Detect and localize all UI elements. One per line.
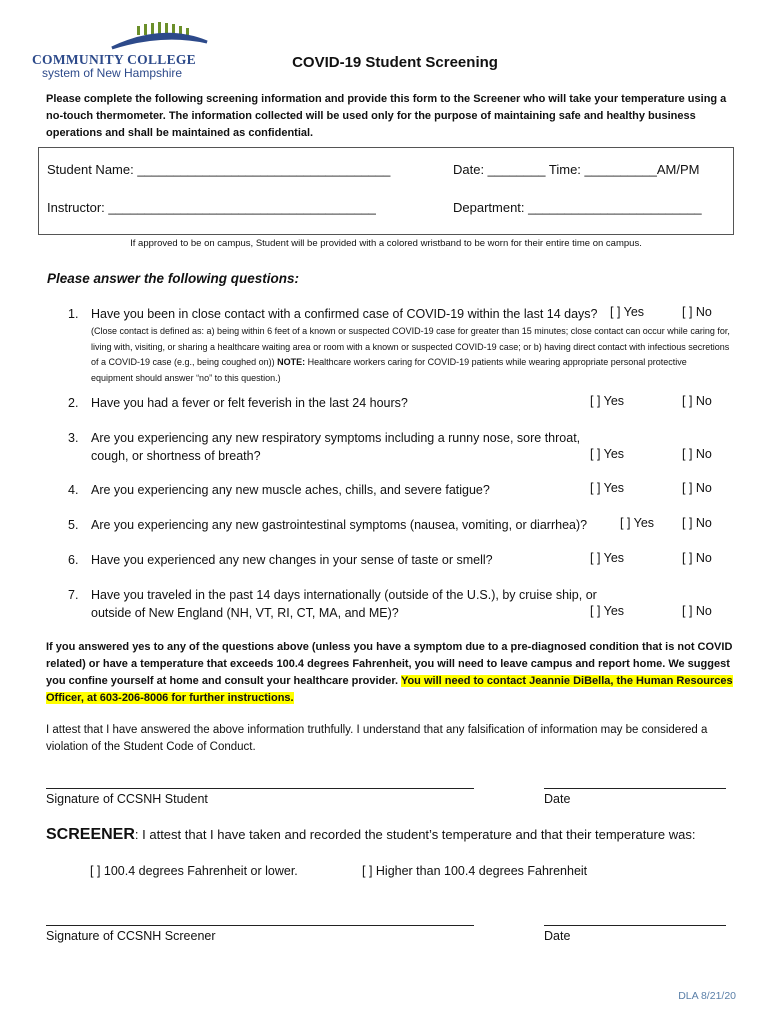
questions-heading: Please answer the following questions: <box>47 271 300 286</box>
question-number: 1. <box>68 307 79 321</box>
question-text: Have you experienced any new changes in your sense of taste or smell? <box>91 553 493 567</box>
q2-yes-checkbox[interactable]: [ ] Yes <box>590 394 625 408</box>
warning-text: If you answered yes to any of the questions above (unless you have a symptom due to a pre-diagnosed condition that is not COVID related) or have a temperature that exceeds 100.4 degrees Fahrenheit, you will need to leave campus and report home. We suggest you confine yourself at home and consult your healthcare provider. <box>46 641 733 687</box>
student-info-box <box>38 147 734 235</box>
question-number: 3. <box>68 431 79 445</box>
screener-signature-line[interactable] <box>46 925 474 926</box>
q1-no-checkbox[interactable]: [ ] No <box>682 305 712 319</box>
note-text: Healthcare workers caring for COVID-19 patients while wearing appropriate personal protective equipment should answer “no” to this question.) <box>91 357 687 383</box>
warning-instructions <box>46 639 736 707</box>
college-logo <box>32 22 222 84</box>
q1-yes-checkbox[interactable]: [ ] Yes <box>610 305 645 319</box>
intro-text: Please complete the following screening information and provide this form to the Screener who will take your temperature using a no-touch thermometer. The information collected will be used only for the purpose of maintaining safe and healthy business operations and shall be maintained as confidential. <box>46 93 727 139</box>
student-name-field[interactable]: Student Name: ___________________________________ <box>47 162 391 177</box>
question-text: Are you experiencing any new gastrointestinal symptoms (nausea, vomiting, or diarrhea)? <box>91 518 588 532</box>
question-number: 4. <box>68 483 79 497</box>
student-date-label: Date <box>544 792 571 806</box>
q3-yes-checkbox[interactable]: [ ] Yes <box>590 447 625 461</box>
q6-no-checkbox[interactable]: [ ] No <box>682 551 712 565</box>
question-text: Have you traveled in the past 14 days internationally (outside of the U.S.), by cruise ship, or outside of New England (NH, VT, RI, CT, MA, and ME)? <box>91 588 597 620</box>
q6-yes-checkbox[interactable]: [ ] Yes <box>590 551 625 565</box>
q2-no-checkbox[interactable]: [ ] No <box>682 394 712 408</box>
temp-low-checkbox[interactable]: [ ] 100.4 degrees Fahrenheit or lower. <box>90 864 298 878</box>
question-text: Are you experiencing any new muscle aches, chills, and severe fatigue? <box>91 483 490 497</box>
screener-signature-label: Signature of CCSNH Screener <box>46 929 216 943</box>
screener-date-line[interactable] <box>544 925 726 926</box>
logo-line2: system of New Hampshire <box>42 66 183 80</box>
q7-no-checkbox[interactable]: [ ] No <box>682 604 712 618</box>
q4-yes-checkbox[interactable]: [ ] Yes <box>590 481 625 495</box>
student-signature-line[interactable] <box>46 788 474 789</box>
question-text: Have you had a fever or felt feverish in the last 24 hours? <box>91 396 408 410</box>
page-title: COVID-19 Student Screening <box>292 54 498 71</box>
highlighted-contact-text: You will need to contact Jeannie DiBella, the Human Resources Officer, at 603-206-8006 for further instructions. <box>46 675 733 704</box>
logo-line1: COMMUNITY COLLEGE <box>32 52 196 67</box>
question-text: Have you been in close contact with a confirmed case of COVID-19 within the last 14 days? <box>91 307 598 321</box>
question-number: 2. <box>68 396 79 410</box>
q5-no-checkbox[interactable]: [ ] No <box>682 516 712 530</box>
attestation-text: I attest that I have answered the above information truthfully. I understand that any falsification of information may be considered a violation of the Student Code of Conduct. <box>46 724 708 753</box>
q5-yes-checkbox[interactable]: [ ] Yes <box>620 516 655 530</box>
note-label: NOTE: <box>277 357 306 367</box>
temp-high-checkbox[interactable]: [ ] Higher than 100.4 degrees Fahrenheit <box>362 864 588 878</box>
wristband-note: If approved to be on campus, Student will be provided with a colored wristband to be worn for their entire time on campus. <box>130 238 642 249</box>
question-number: 6. <box>68 553 79 567</box>
student-signature-label: Signature of CCSNH Student <box>46 792 208 806</box>
note-text: (Close contact is defined as: a) being within 6 feet of a known or suspected COVID-19 case for greater than 15 minutes; close contact can occur while caring for, living with, visiting, or sharing a healthcare waiting area or room with a known or suspected COVID-19 case; or b) having direct contact with infectious secretions of a COVID-19 case (e.g., being coughed on)) <box>91 326 730 367</box>
student-date-line[interactable] <box>544 788 726 789</box>
question-number: 5. <box>68 518 79 532</box>
q4-no-checkbox[interactable]: [ ] No <box>682 481 712 495</box>
question-text: Are you experiencing any new respiratory symptoms including a runny nose, sore throat, cough, or shortness of breath? <box>91 431 581 463</box>
screener-date-label: Date <box>544 929 571 943</box>
instructor-field[interactable]: Instructor: _____________________________________ <box>47 200 376 215</box>
screener-text: : I attest that I have taken and recorded the student’s temperature and that their temperature was: <box>134 827 696 842</box>
department-field[interactable]: Department: ________________________ <box>453 200 702 215</box>
q3-no-checkbox[interactable]: [ ] No <box>682 447 712 461</box>
screener-attestation <box>46 826 695 844</box>
screener-heading: SCREENER <box>46 826 135 843</box>
q7-yes-checkbox[interactable]: [ ] Yes <box>590 604 625 618</box>
document-version-footer: DLA 8/21/20 <box>678 990 736 1002</box>
question-number: 7. <box>68 588 79 602</box>
q1-close-contact-note <box>91 324 731 386</box>
date-time-field[interactable]: Date: ________ Time: __________AM/PM <box>453 162 700 177</box>
